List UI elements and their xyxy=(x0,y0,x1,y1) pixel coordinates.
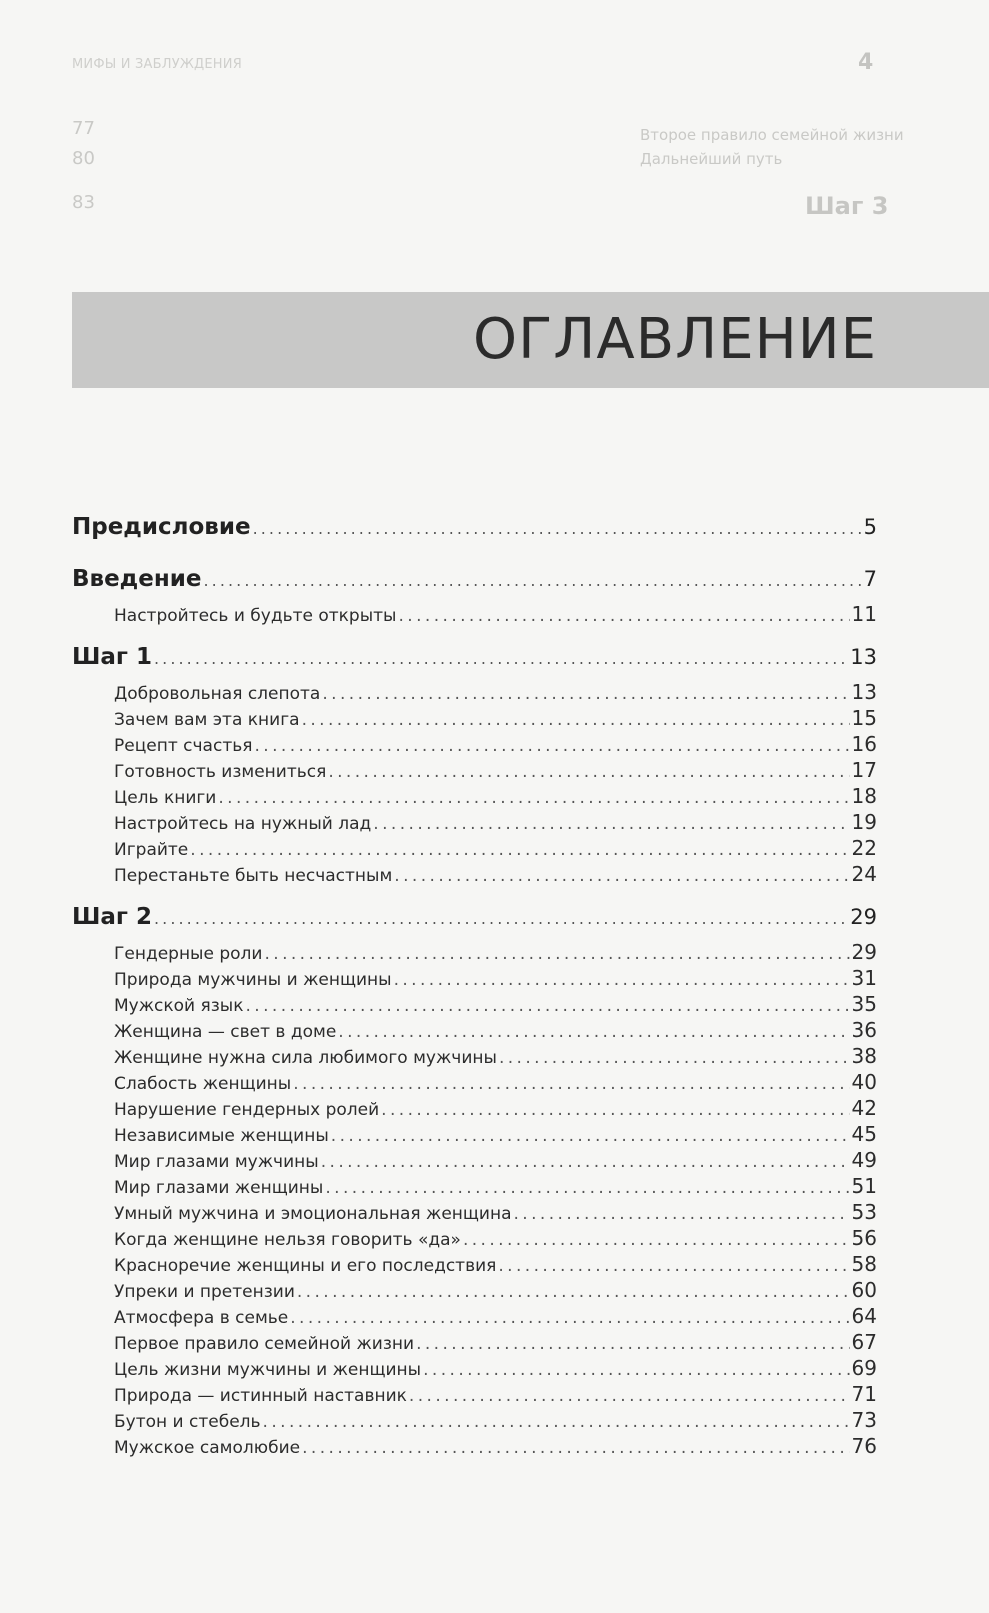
toc-entry-label: Настройтесь и будьте открыты xyxy=(114,606,397,626)
toc-entry-page: 35 xyxy=(851,992,877,1016)
toc-subentry[interactable] xyxy=(72,1095,877,1121)
dot-leader xyxy=(331,1123,850,1149)
toc-entry-page: 73 xyxy=(851,1408,877,1432)
ghost-running-head: МИФЫ И ЗАБЛУЖДЕНИЯ xyxy=(72,57,242,72)
toc-subentry[interactable] xyxy=(72,731,877,757)
toc-entry-label: Умный мужчина и эмоциональная женщина xyxy=(114,1204,512,1224)
dot-leader xyxy=(423,1357,849,1383)
toc-entry-page: 69 xyxy=(851,1356,877,1380)
toc-entry-page: 7 xyxy=(863,567,877,591)
toc-subentry[interactable] xyxy=(72,809,877,835)
toc-entry-label: Настройтесь на нужный лад xyxy=(114,814,372,834)
ghost-number: 83 xyxy=(72,192,95,213)
toc-entry-page: 13 xyxy=(850,645,877,669)
ghost-page-number: 4 xyxy=(858,50,874,75)
toc-entry-page: 16 xyxy=(851,732,877,756)
dot-leader xyxy=(321,1149,850,1175)
toc-entry-page: 19 xyxy=(851,810,877,834)
toc-entry-label: Женщина — свет в доме xyxy=(114,1022,337,1042)
toc-subentry[interactable] xyxy=(72,861,877,887)
dot-leader xyxy=(416,1331,849,1357)
toc-entry-label: Перестаньте быть несчастным xyxy=(114,866,393,886)
toc-entry-page: 31 xyxy=(851,966,877,990)
page-title: ОГЛАВЛЕНИЕ xyxy=(473,307,877,372)
toc-entry-label: Готовность измениться xyxy=(114,762,327,782)
toc-entry-label: Первое правило семейной жизни xyxy=(114,1334,415,1354)
toc-entry-page: 11 xyxy=(851,602,877,626)
toc-entry-page: 45 xyxy=(851,1122,877,1146)
toc-subentry[interactable] xyxy=(72,1225,877,1251)
toc-entry-page: 38 xyxy=(851,1044,877,1068)
dot-leader xyxy=(394,967,850,993)
toc-entry-label: Природа мужчины и женщины xyxy=(114,970,392,990)
toc-entry-page: 40 xyxy=(851,1070,877,1094)
toc-entry-label: Цель жизни мужчины и женщины xyxy=(114,1360,422,1380)
dot-leader xyxy=(302,707,850,733)
ghost-number: 77 xyxy=(72,118,95,139)
ghost-line: Второе правило семейной жизни xyxy=(640,126,904,144)
toc-subentry[interactable] xyxy=(72,783,877,809)
toc-entry-label: Женщине нужна сила любимого мужчины xyxy=(114,1048,497,1068)
toc-subentry[interactable] xyxy=(72,1251,877,1277)
toc-entry-page: 29 xyxy=(850,905,877,929)
toc-entry-label: Мир глазами мужчины xyxy=(114,1152,319,1172)
toc-entry-label: Зачем вам эта книга xyxy=(114,710,300,730)
toc-entry-page: 60 xyxy=(851,1278,877,1302)
dot-leader xyxy=(463,1227,850,1253)
toc-entry-label: Нарушение гендерных ролей xyxy=(114,1100,380,1120)
toc-subentry[interactable] xyxy=(72,1277,877,1303)
ghost-line: Дальнейший путь xyxy=(640,150,783,168)
toc-subentry[interactable] xyxy=(72,1355,877,1381)
toc-subentry[interactable] xyxy=(72,1303,877,1329)
toc-entry-label: Рецепт счастья xyxy=(114,736,253,756)
table-of-contents xyxy=(72,505,877,1459)
dot-leader xyxy=(394,863,849,889)
ghost-line: Шаг 3 xyxy=(805,192,889,220)
toc-entry-page: 17 xyxy=(851,758,877,782)
toc-subentry[interactable] xyxy=(72,1147,877,1173)
toc-entry-page: 18 xyxy=(851,784,877,808)
dot-leader xyxy=(325,1175,849,1201)
toc-entry-page: 53 xyxy=(851,1200,877,1224)
dot-leader xyxy=(190,837,849,863)
toc-entry-label: Мужское самолюбие xyxy=(114,1438,301,1458)
toc-entry-label: Шаг 2 xyxy=(72,904,152,930)
toc-entry-step-2[interactable] xyxy=(72,895,877,939)
dot-leader xyxy=(263,1409,850,1435)
dot-leader xyxy=(381,1097,849,1123)
toc-entry-label: Играйте xyxy=(114,840,189,860)
toc-entry-label: Красноречие женщины и его последствия xyxy=(114,1256,497,1276)
toc-subentry[interactable] xyxy=(72,757,877,783)
toc-entry-page: 5 xyxy=(863,515,877,539)
dot-leader xyxy=(254,733,849,759)
dot-leader xyxy=(409,1383,850,1409)
toc-entry-page: 51 xyxy=(851,1174,877,1198)
toc-entry-page: 76 xyxy=(851,1434,877,1458)
toc-entry-page: 24 xyxy=(851,862,877,886)
dot-leader xyxy=(514,1201,850,1227)
toc-entry-page: 71 xyxy=(851,1382,877,1406)
toc-entry-label: Природа — истинный наставник xyxy=(114,1386,407,1406)
toc-subentry[interactable] xyxy=(72,965,877,991)
toc-entry-page: 29 xyxy=(851,940,877,964)
toc-entry-label: Гендерные роли xyxy=(114,944,263,964)
toc-entry-page: 15 xyxy=(851,706,877,730)
toc-entry-page: 13 xyxy=(851,680,877,704)
toc-entry-label: Независимые женщины xyxy=(114,1126,329,1146)
title-banner xyxy=(72,292,989,388)
dot-leader xyxy=(218,785,849,811)
toc-subentry[interactable] xyxy=(72,1433,877,1459)
dot-leader xyxy=(499,1045,850,1071)
dot-leader xyxy=(203,559,861,603)
toc-subentry[interactable] xyxy=(72,1199,877,1225)
toc-entry-label: Предисловие xyxy=(72,514,251,540)
dot-leader xyxy=(338,1019,849,1045)
dot-leader xyxy=(297,1279,850,1305)
toc-entry-label: Упреки и претензии xyxy=(114,1282,295,1302)
toc-entry-label: Когда женщине нельзя говорить «да» xyxy=(114,1230,461,1250)
toc-entry-label: Добровольная слепота xyxy=(114,684,321,704)
toc-subentry[interactable] xyxy=(72,705,877,731)
toc-entry-page: 58 xyxy=(851,1252,877,1276)
toc-entry-page: 22 xyxy=(851,836,877,860)
toc-subentry[interactable] xyxy=(72,991,877,1017)
toc-subentry[interactable] xyxy=(72,1017,877,1043)
dot-leader xyxy=(264,941,849,967)
dot-leader xyxy=(322,681,849,707)
dot-leader xyxy=(154,637,848,681)
dot-leader xyxy=(328,759,849,785)
toc-entry-page: 42 xyxy=(851,1096,877,1120)
toc-entry-introduction[interactable] xyxy=(72,557,877,601)
toc-entry-label: Введение xyxy=(72,566,202,592)
dot-leader xyxy=(302,1435,849,1461)
toc-subentry[interactable] xyxy=(72,1121,877,1147)
toc-entry-page: 36 xyxy=(851,1018,877,1042)
toc-subentry[interactable] xyxy=(72,1069,877,1095)
dot-leader xyxy=(373,811,849,837)
toc-entry-page: 64 xyxy=(851,1304,877,1328)
toc-entry-label: Слабость женщины xyxy=(114,1074,292,1094)
toc-entry-label: Цель книги xyxy=(114,788,217,808)
dot-leader xyxy=(398,603,849,629)
toc-subentry[interactable] xyxy=(72,939,877,965)
toc-entry-label: Шаг 1 xyxy=(72,644,152,670)
toc-entry-preface[interactable] xyxy=(72,505,877,549)
toc-entry-page: 56 xyxy=(851,1226,877,1250)
toc-subentry[interactable] xyxy=(72,1329,877,1355)
dot-leader xyxy=(290,1305,849,1331)
dot-leader xyxy=(253,507,862,551)
toc-entry-page: 67 xyxy=(851,1330,877,1354)
toc-entry-label: Бутон и стебель xyxy=(114,1412,261,1432)
toc-subentry[interactable] xyxy=(72,601,877,627)
toc-subentry[interactable] xyxy=(72,679,877,705)
toc-subentry[interactable] xyxy=(72,1407,877,1433)
toc-subentry[interactable] xyxy=(72,835,877,861)
dot-leader xyxy=(154,897,848,941)
toc-subentry[interactable] xyxy=(72,1043,877,1069)
toc-entry-label: Мир глазами женщины xyxy=(114,1178,324,1198)
dot-leader xyxy=(245,993,849,1019)
toc-entry-page: 49 xyxy=(851,1148,877,1172)
toc-subentry[interactable] xyxy=(72,1173,877,1199)
dot-leader xyxy=(498,1253,849,1279)
toc-entry-label: Атмосфера в семье xyxy=(114,1308,289,1328)
toc-entry-step-1[interactable] xyxy=(72,635,877,679)
ghost-number: 80 xyxy=(72,148,95,169)
toc-subentry[interactable] xyxy=(72,1381,877,1407)
dot-leader xyxy=(293,1071,849,1097)
toc-entry-label: Мужской язык xyxy=(114,996,244,1016)
